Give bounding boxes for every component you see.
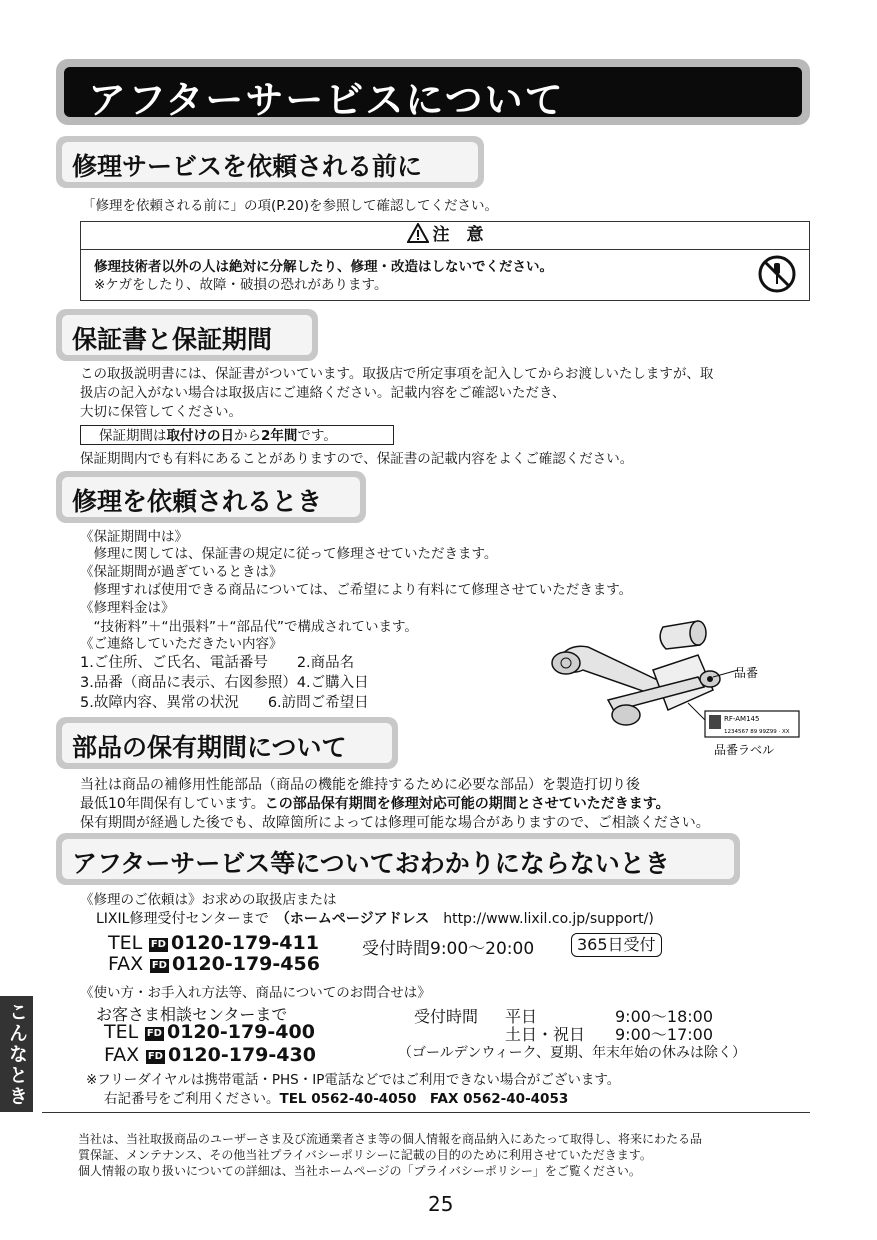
section-heading-text: 修理を依頼されるとき (72, 487, 323, 516)
homepage-url[interactable]: http://www.lixil.co.jp/support/) (443, 911, 654, 927)
inquiry-tel[interactable] (104, 1021, 315, 1043)
parts-line-1: 当社は商品の補修用性能部品（商品の機能を維持するために必要な部品）を製造打切り後 (80, 777, 640, 793)
caution-header (81, 222, 809, 250)
section-heading-request-repair (56, 471, 366, 523)
section-heading-before-repair (56, 136, 484, 188)
alt-numbers: TEL 0562-40-4050 FAX 0562-40-4053 (279, 1091, 569, 1107)
fax-label: FAX (104, 1044, 140, 1066)
inquiry-center: お客さま相談センターまで (96, 1005, 288, 1024)
warranty-line-3: 大切に保管してください。 (80, 404, 242, 420)
repair-tel[interactable] (108, 932, 319, 954)
repair-line: 《保証期間中は》 (80, 529, 188, 545)
repair-line: “技術料”＋“出張料”＋“部品代”で構成されています。 (80, 619, 418, 635)
privacy-line-3: 個人情報の取り扱いについての詳細は、当社ホームページの「プライバシーポリシー」をご覧ください。 (78, 1164, 641, 1178)
repair-intro: 《修理のご依頼は》お求めの取扱店または (80, 892, 337, 908)
weekend-hours: 9:00～17:00 (615, 1025, 714, 1044)
figure-label-part: 品番 (734, 666, 759, 680)
parts-line-2 (80, 796, 670, 813)
365-days-badge: 365日受付 (571, 933, 662, 957)
page-number: 25 (428, 1192, 454, 1216)
repair-line: 修理すれば使用できる商品については、ご希望により有料にて修理させていただきます。 (80, 582, 633, 598)
section-heading-text: 保証書と保証期間 (72, 325, 273, 354)
section-heading-text: 部品の保有期間について (72, 733, 347, 762)
weekend-label: 土日・祝日 (505, 1025, 586, 1044)
section-heading-warranty (56, 309, 318, 361)
repair-hours: 受付時間9:00～20:00 (362, 939, 535, 959)
holiday-note: （ゴールデンウィーク、夏期、年末年始の休みは除く） (398, 1045, 747, 1061)
before-repair-text: 「修理を依頼される前に」の項(P.20)を参照して確認してください。 (82, 198, 499, 214)
inquiry-intro: 《使い方・お手入れ方法等、商品についてのお問合せは》 (80, 985, 431, 1001)
warranty-text: です。 (297, 428, 337, 444)
weekday-hours: 9:00～18:00 (615, 1007, 714, 1026)
warranty-line-4: 保証期間内でも有料にあることがありますので、保証書の記載内容をよくご確認ください。 (80, 451, 634, 467)
figure-code: RF-AM145 (724, 715, 760, 723)
parts-line-2-bold: この部品保有期間を修理対応可能の期間とさせていただきます。 (264, 796, 670, 812)
freedial-icon: FD (150, 939, 166, 950)
figure-label-tag: 品番ラベル (714, 743, 775, 757)
no-disassembly-icon (757, 254, 797, 294)
inquiry-fax (104, 1044, 316, 1066)
figure-barcode: 1234567 89 99Z99 · XX (724, 729, 790, 735)
caution-box (80, 221, 810, 301)
repair-center-line (96, 911, 654, 928)
warranty-line-1: この取扱説明書には、保証書がついています。取扱店で所定事項を記入してからお渡しいたしますが、取 (80, 366, 714, 382)
warranty-text: 保証期間は (99, 428, 167, 444)
page-title-banner (56, 59, 810, 125)
freedial-icon: FD (151, 960, 167, 971)
freedial-icon: FD (146, 1028, 162, 1039)
warning-icon (407, 223, 429, 243)
parts-line-2-text: 最低10年間保有しています。 (80, 796, 265, 812)
repair-line: 3.品番（商品に表示、右図参照）4.ご購入日 (80, 675, 369, 691)
side-tab: こんなとき (0, 996, 33, 1112)
alt-number-text: 右記番号をご利用ください。 (104, 1091, 280, 1107)
homepage-label: （ホームページアドレス (282, 911, 430, 927)
warranty-duration: 2年間 (261, 428, 298, 444)
section-heading-parts-period (56, 717, 398, 769)
tel-label: TEL (108, 932, 143, 954)
repair-line: 《ご連絡していただきたい内容》 (80, 636, 283, 652)
warranty-text: から (234, 428, 261, 444)
repair-fax (108, 953, 320, 975)
warranty-start: 取付けの日 (166, 428, 234, 444)
tel-label: TEL (104, 1021, 139, 1043)
repair-line: 《保証期間が過ぎているときは》 (80, 564, 283, 580)
repair-tel-number: 0120-179-411 (170, 932, 319, 954)
freedial-note: ※フリーダイヤルは携帯電話・PHS・IP電話などではご利用できない場合がございます。 (86, 1072, 621, 1088)
section-heading-contact (56, 833, 740, 885)
divider (42, 1112, 810, 1113)
warranty-period-box (80, 425, 394, 445)
inquiry-fax-number: 0120-179-430 (167, 1044, 316, 1066)
freedial-icon: FD (147, 1051, 163, 1062)
alt-number-note (104, 1091, 568, 1108)
caution-note: ※ケガをしたり、故障・破損の恐れがあります。 (94, 277, 388, 293)
repair-fax-number: 0120-179-456 (171, 953, 320, 975)
caution-warning: 修理技術者以外の人は絶対に分解したり、修理・改造はしないでください。 (94, 259, 553, 275)
privacy-line-1: 当社は、当社取扱商品のユーザーさま及び流通業者さま等の個人情報を商品納入にあたって取得し、将来にわたる品 (78, 1132, 703, 1146)
privacy-line-2: 質保証、メンテナンス、その他当社プライバシーポリシーに記載の目的のために利用させていただきます。 (78, 1148, 652, 1162)
repair-line: 5.故障内容、異常の状況 6.訪問ご希望日 (80, 695, 369, 711)
parts-line-3: 保有期間が経過した後でも、故障箇所によっては修理可能な場合がありますので、ご相談ください。 (80, 815, 710, 831)
page-title: アフターサービスについて (88, 78, 565, 122)
inquiry-tel-number: 0120-179-400 (166, 1021, 315, 1043)
caution-title: 注 意 (432, 225, 484, 245)
section-heading-text: 修理サービスを依頼される前に (72, 152, 423, 181)
weekday-label: 平日 (505, 1007, 538, 1026)
repair-line: 《修理料金は》 (80, 600, 175, 616)
repair-center: LIXIL修理受付センターまで (96, 911, 269, 927)
hours-label: 受付時間 (414, 1007, 479, 1026)
repair-line: 修理に関しては、保証書の規定に従って修理させていただきます。 (80, 546, 498, 562)
fax-label: FAX (108, 953, 144, 975)
warranty-line-2: 扱店の記入がない場合は取扱店にご連絡ください。記載内容をご確認いただき、 (80, 385, 566, 401)
section-heading-text: アフターサービス等についておわかりにならないとき (72, 849, 670, 878)
repair-line: 1.ご住所、ご氏名、電話番号 2.商品名 (80, 655, 355, 671)
faucet-illustration (548, 615, 808, 760)
